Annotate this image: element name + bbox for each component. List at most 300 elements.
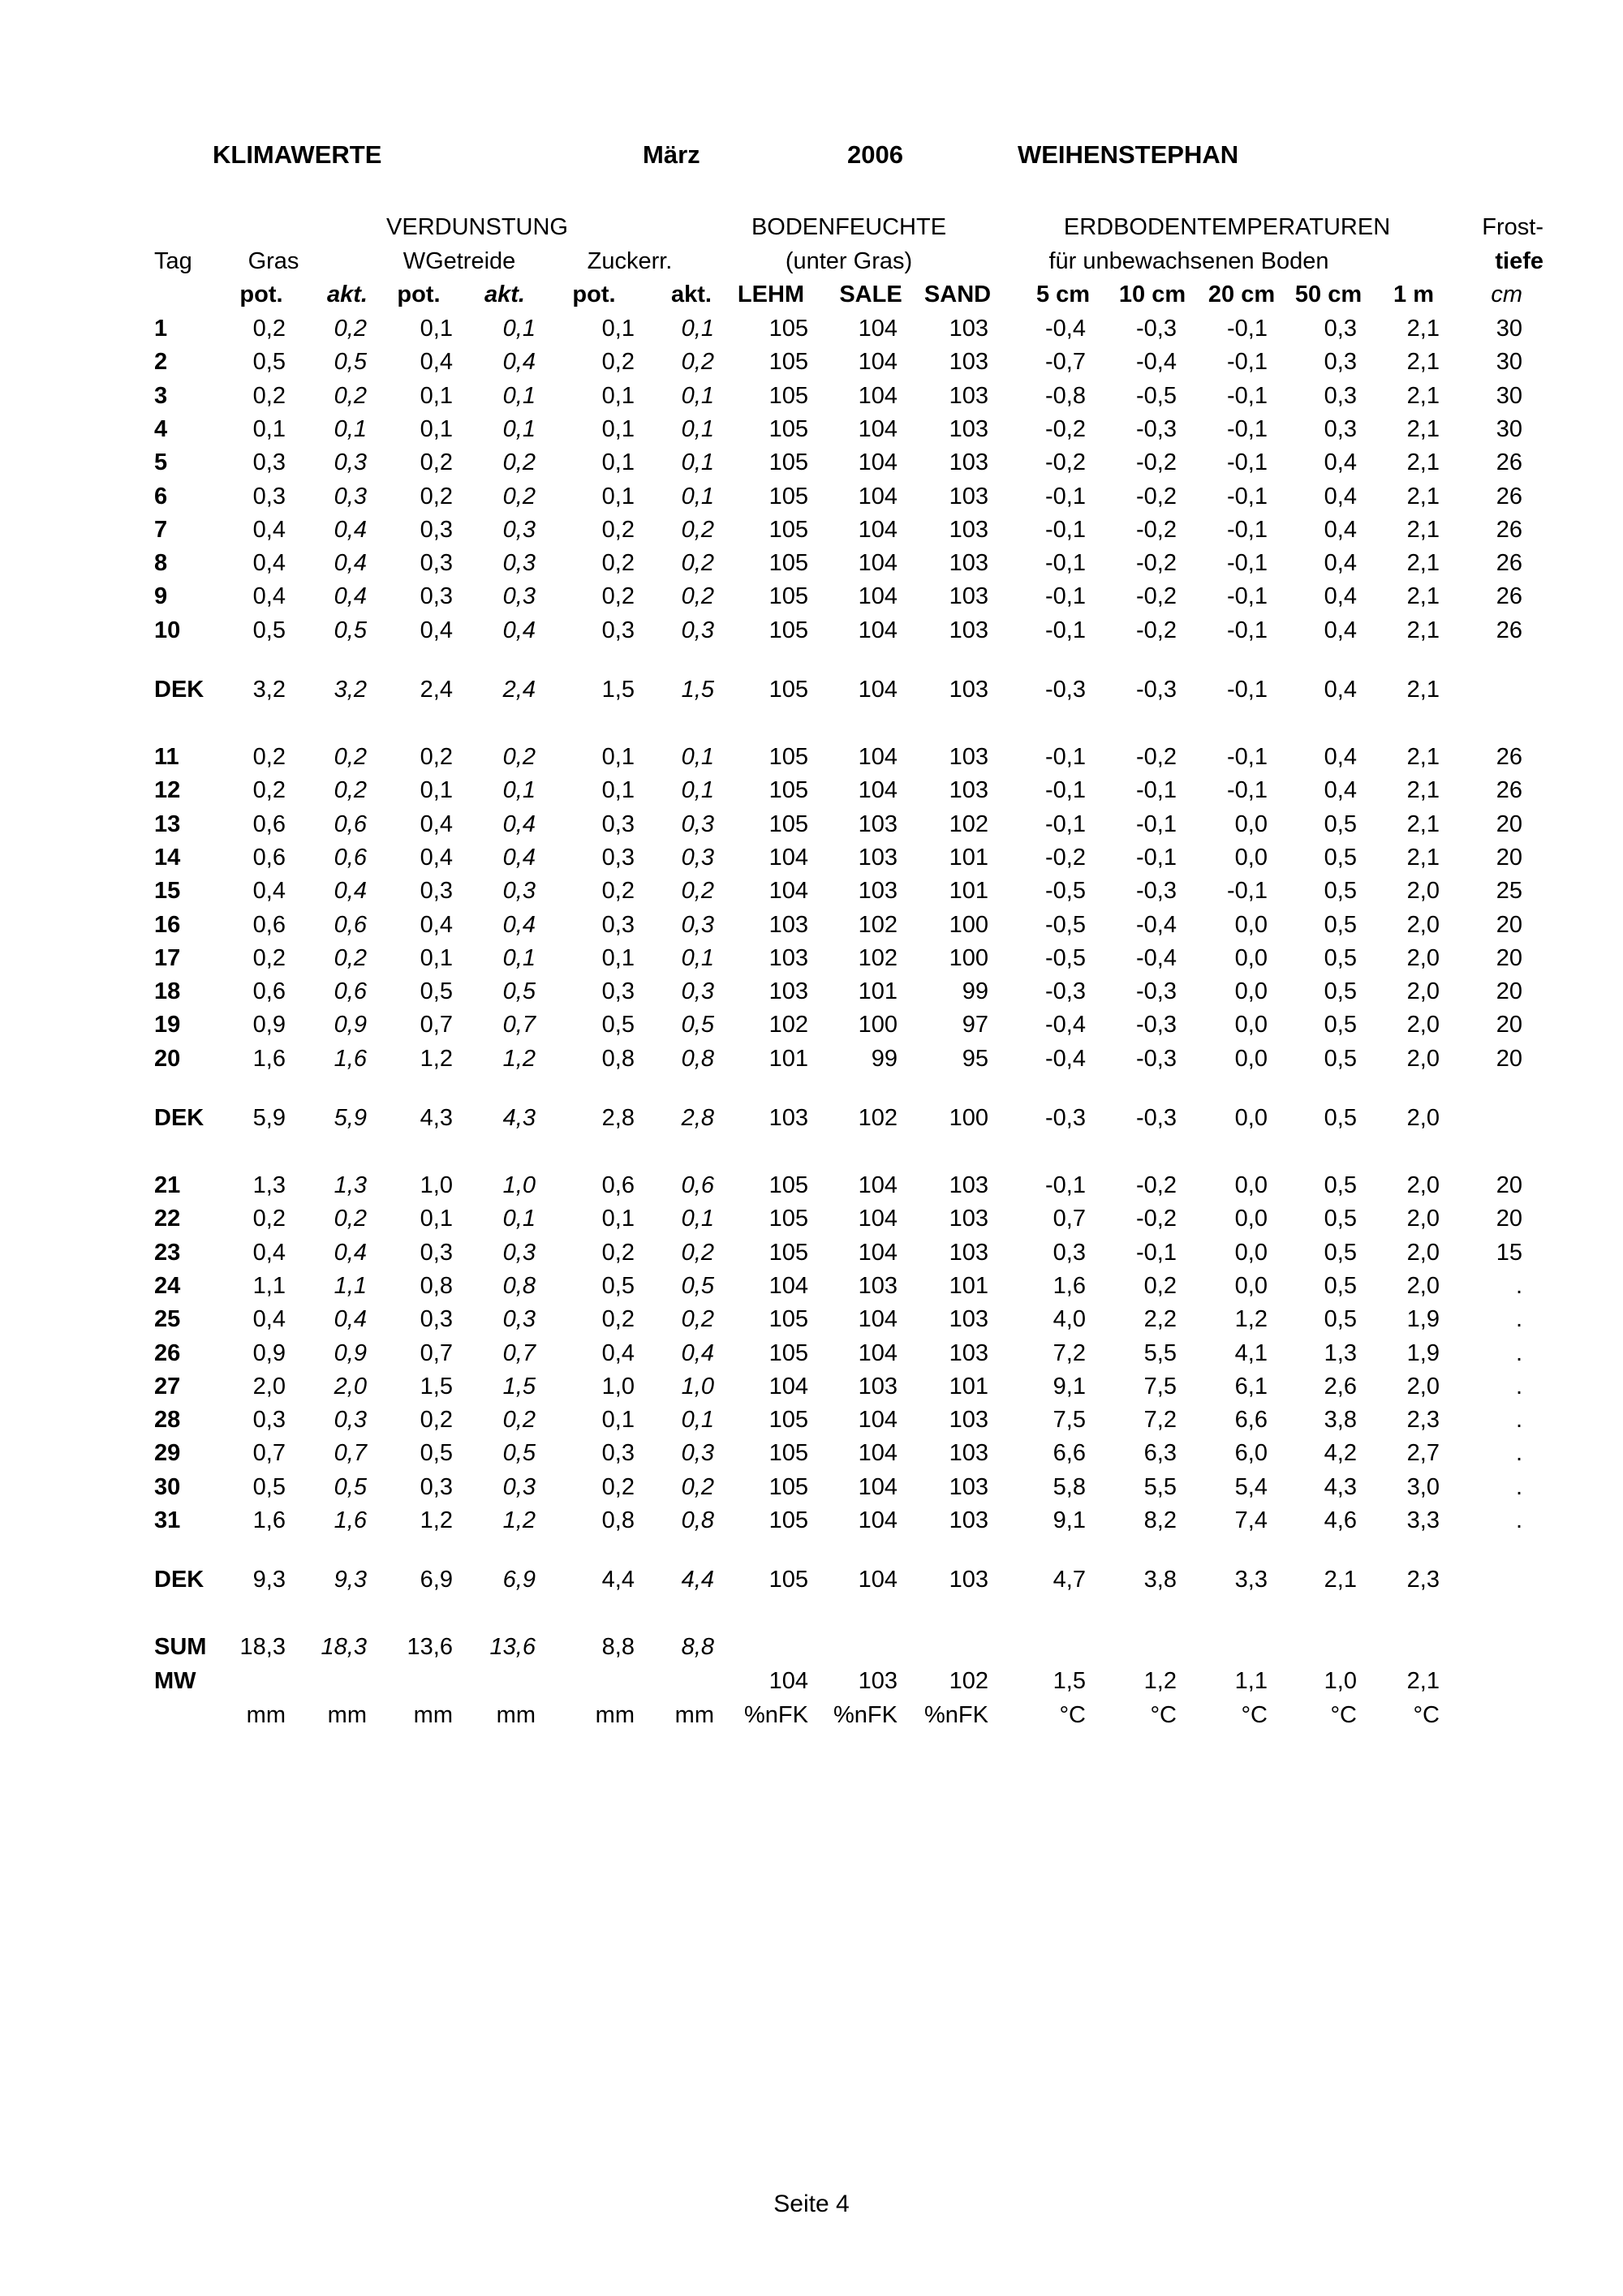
cell-sand: 103 [949,1206,988,1232]
cell-wgetreide-pot: 0,3 [420,878,453,905]
cell-gras-pot: 3,2 [252,677,286,703]
cell-sand: 103 [949,483,988,510]
cell-temp-20cm: -0,1 [1227,677,1268,703]
cell-lehm: 105 [768,349,808,376]
cell-gras-pot: 0,4 [252,583,286,610]
cell-temp-10cm: -0,1 [1136,1239,1177,1266]
cell-wgetreide-akt: mm [496,1702,536,1728]
cell-sale: 104 [858,617,898,643]
cell-tag: 6 [154,483,168,510]
cell-temp-5cm: 9,1 [1053,1373,1086,1400]
cell-frosttiefe: . [1515,1272,1522,1299]
cell-gras-pot: 2,0 [252,1373,286,1400]
cell-wgetreide-pot: 0,5 [420,1440,453,1467]
cell-lehm: 105 [768,516,808,543]
cell-temp-20cm: -0,1 [1227,483,1268,510]
cell-temp-20cm: -0,1 [1227,617,1268,643]
cell-temp-5cm: -0,4 [1045,316,1086,342]
cell-wgetreide-akt: 0,1 [502,777,536,804]
cell-temp-20cm: 6,1 [1234,1373,1268,1400]
cell-sand: 103 [949,1567,988,1593]
cell-lehm: 104 [768,844,808,871]
cell-gras-akt: 2,0 [334,1373,367,1400]
cell-tag: 1 [154,316,168,342]
cell-lehm: 104 [768,1668,808,1694]
cell-wgetreide-akt: 0,3 [502,550,536,577]
cell-gras-akt: 18,3 [321,1634,367,1660]
cell-temp-10cm: -0,2 [1136,449,1177,476]
cell-temp-20cm: 5,4 [1234,1473,1268,1500]
cell-wgetreide-akt: 0,5 [502,1440,536,1467]
table-row-sum [0,1633,1623,1661]
cell-tag: 27 [154,1373,181,1400]
cell-wgetreide-akt: 0,4 [502,844,536,871]
cell-temp-10cm: 5,5 [1143,1473,1177,1500]
cell-temp-5cm: 9,1 [1053,1507,1086,1533]
cell-gras-pot: 9,3 [252,1567,286,1593]
cell-temp-1m: 2,1 [1406,483,1440,510]
cell-zuckerr-pot: 0,1 [601,744,635,770]
table-row [0,1507,1623,1534]
cell-wgetreide-pot: 0,2 [420,1407,453,1434]
cell-sand: 101 [949,878,988,905]
cell-wgetreide-pot: 0,8 [420,1272,453,1299]
cell-sale: 104 [858,1172,898,1198]
cell-zuckerr-akt: 0,1 [681,744,714,770]
cell-gras-pot: 1,1 [252,1272,286,1299]
cell-gras-pot: 0,6 [252,810,286,837]
cell-zuckerr-pot: 0,3 [601,844,635,871]
cell-temp-5cm: -0,1 [1045,550,1086,577]
table-row [0,617,1623,644]
cell-temp-5cm: -0,1 [1045,810,1086,837]
cell-zuckerr-akt: 0,1 [681,449,714,476]
cell-lehm: %nFK [744,1702,808,1728]
cell-sand: 101 [949,1373,988,1400]
cell-temp-1m: 2,1 [1406,617,1440,643]
cell-wgetreide-akt: 0,3 [502,1239,536,1266]
cell-tag: 8 [154,550,168,577]
cell-temp-1m: 2,1 [1406,810,1440,837]
cell-frosttiefe: . [1515,1407,1522,1434]
cell-temp-1m: 2,0 [1406,1105,1440,1131]
cell-zuckerr-pot: 0,1 [601,316,635,342]
cell-temp-1m: 3,3 [1406,1507,1440,1533]
cell-temp-1m: 2,1 [1406,777,1440,804]
cell-sale: 104 [858,415,898,442]
cell-temp-50cm: 2,6 [1324,1373,1357,1400]
cell-zuckerr-akt: 0,3 [681,810,714,837]
cell-tag: 21 [154,1172,181,1198]
cell-tag: 13 [154,810,181,837]
cell-gras-akt: 1,3 [334,1172,367,1198]
cell-frosttiefe: 20 [1496,1172,1522,1198]
cell-temp-10cm: -0,3 [1136,978,1177,1005]
cell-wgetreide-akt: 4,3 [502,1105,536,1131]
cell-wgetreide-pot: 0,2 [420,483,453,510]
cell-temp-10cm: -0,2 [1136,516,1177,543]
cell-gras-akt: 0,2 [334,382,367,409]
cell-temp-5cm: -0,5 [1045,878,1086,905]
cell-temp-50cm: 0,4 [1324,516,1357,543]
cell-gras-pot: 0,5 [252,1473,286,1500]
doc-station: WEIHENSTEPHAN [1018,140,1239,169]
cell-gras-pot: 0,4 [252,550,286,577]
header-lehm: LEHM [737,282,805,307]
cell-temp-20cm: 0,0 [1234,944,1268,971]
cell-wgetreide-pot: 1,0 [420,1172,453,1198]
cell-zuckerr-pot: 0,6 [601,1172,635,1198]
cell-temp-20cm: 0,0 [1234,810,1268,837]
cell-temp-10cm: -0,4 [1136,944,1177,971]
cell-wgetreide-akt: 2,4 [502,677,536,703]
cell-temp-5cm: -0,5 [1045,944,1086,971]
cell-gras-pot: 0,2 [252,944,286,971]
cell-frosttiefe: 20 [1496,844,1522,871]
cell-zuckerr-pot: 0,1 [601,1407,635,1434]
cell-frosttiefe: 25 [1496,878,1522,905]
cell-temp-20cm: 1,1 [1234,1668,1268,1694]
cell-temp-20cm: °C [1241,1702,1268,1728]
table-row [0,978,1623,1005]
cell-temp-50cm: 0,4 [1324,583,1357,610]
header-pot-zuckerr: pot. [572,282,616,307]
cell-temp-20cm: 0,0 [1234,844,1268,871]
cell-temp-20cm: -0,1 [1227,878,1268,905]
cell-sand: 103 [949,1507,988,1533]
cell-gras-pot: 0,9 [252,1339,286,1366]
cell-lehm: 105 [768,449,808,476]
cell-temp-10cm: -0,2 [1136,1206,1177,1232]
cell-tag: 18 [154,978,181,1005]
header-zuckerr: Zuckerr. [587,248,673,274]
cell-temp-50cm: 0,5 [1324,810,1357,837]
cell-temp-10cm: -0,3 [1136,415,1177,442]
cell-gras-akt: 0,1 [334,415,367,442]
header-sale: SALE [839,282,902,307]
cell-gras-akt: 0,7 [334,1440,367,1467]
cell-tag: DEK [154,1567,204,1593]
cell-frosttiefe: 20 [1496,1012,1522,1038]
cell-lehm: 101 [768,1045,808,1072]
table-row [0,1239,1623,1266]
cell-zuckerr-akt: 0,5 [681,1012,714,1038]
cell-wgetreide-pot: 13,6 [407,1634,453,1660]
cell-temp-10cm: -0,4 [1136,911,1177,938]
cell-zuckerr-akt: 0,2 [681,1473,714,1500]
cell-zuckerr-akt: 0,1 [681,1407,714,1434]
cell-sand: 103 [949,1306,988,1333]
cell-gras-akt: 1,1 [334,1272,367,1299]
cell-zuckerr-pot: 2,8 [601,1105,635,1131]
cell-gras-pot: 0,6 [252,844,286,871]
cell-gras-pot: 0,2 [252,777,286,804]
cell-zuckerr-pot: 4,4 [601,1567,635,1593]
cell-tag: 5 [154,449,168,476]
cell-zuckerr-pot: 0,1 [601,449,635,476]
header-5cm: 5 cm [1035,282,1091,307]
cell-tag: DEK [154,677,204,703]
cell-temp-10cm: -0,1 [1136,777,1177,804]
cell-temp-20cm: -0,1 [1227,583,1268,610]
cell-sand: 101 [949,844,988,871]
cell-lehm: 103 [768,911,808,938]
cell-temp-5cm: 1,6 [1053,1272,1086,1299]
cell-sand: 103 [949,1339,988,1366]
cell-tag: 26 [154,1339,181,1366]
cell-temp-1m: 1,9 [1406,1306,1440,1333]
cell-sale: 102 [858,944,898,971]
cell-gras-akt: mm [327,1702,367,1728]
cell-sale: 103 [858,810,898,837]
cell-temp-20cm: -0,1 [1227,744,1268,770]
cell-gras-akt: 1,6 [334,1507,367,1533]
cell-zuckerr-akt: 0,2 [681,878,714,905]
cell-temp-20cm: 4,1 [1234,1339,1268,1366]
cell-temp-10cm: -0,4 [1136,349,1177,376]
cell-wgetreide-pot: 0,7 [420,1012,453,1038]
cell-tag: 19 [154,1012,181,1038]
cell-wgetreide-akt: 0,8 [502,1272,536,1299]
cell-zuckerr-akt: mm [674,1702,714,1728]
table-row [0,1406,1623,1434]
cell-temp-50cm: 0,5 [1324,1105,1357,1131]
table-row [0,1473,1623,1501]
cell-zuckerr-akt: 0,6 [681,1172,714,1198]
cell-temp-50cm: 0,3 [1324,415,1357,442]
cell-wgetreide-akt: 0,3 [502,1473,536,1500]
cell-sand: 95 [962,1045,988,1072]
cell-frosttiefe: 26 [1496,483,1522,510]
cell-lehm: 105 [768,810,808,837]
cell-sand: 103 [949,1407,988,1434]
cell-sale: 103 [858,1668,898,1694]
cell-temp-1m: 2,0 [1406,1373,1440,1400]
cell-temp-20cm: 6,6 [1234,1407,1268,1434]
cell-zuckerr-akt: 2,8 [681,1105,714,1131]
cell-wgetreide-akt: 0,2 [502,483,536,510]
cell-lehm: 103 [768,978,808,1005]
cell-wgetreide-akt: 1,5 [502,1373,536,1400]
cell-gras-pot: mm [246,1702,286,1728]
cell-frosttiefe: 20 [1496,1045,1522,1072]
cell-wgetreide-pot: mm [413,1702,453,1728]
cell-zuckerr-pot: 0,3 [601,617,635,643]
cell-frosttiefe: 26 [1496,449,1522,476]
cell-wgetreide-akt: 0,7 [502,1012,536,1038]
cell-temp-50cm: 1,0 [1324,1668,1357,1694]
cell-gras-pot: 0,4 [252,1306,286,1333]
cell-gras-pot: 0,2 [252,1206,286,1232]
cell-gras-akt: 0,4 [334,550,367,577]
doc-month: März [643,140,700,169]
cell-zuckerr-akt: 0,2 [681,1239,714,1266]
cell-temp-1m: 2,0 [1406,1012,1440,1038]
cell-frosttiefe: 20 [1496,944,1522,971]
cell-zuckerr-akt: 0,1 [681,944,714,971]
cell-tag: 9 [154,583,168,610]
cell-temp-5cm: -0,1 [1045,617,1086,643]
cell-frosttiefe: . [1515,1473,1522,1500]
cell-temp-50cm: 0,5 [1324,1045,1357,1072]
cell-lehm: 105 [768,550,808,577]
cell-tag: 31 [154,1507,181,1533]
cell-sale: 104 [858,1407,898,1434]
cell-temp-50cm: 0,5 [1324,1239,1357,1266]
cell-tag: 24 [154,1272,181,1299]
cell-sand: 100 [949,1105,988,1131]
cell-wgetreide-pot: 0,1 [420,415,453,442]
cell-sand: 103 [949,1239,988,1266]
cell-gras-akt: 5,9 [334,1105,367,1131]
cell-sand: 103 [949,415,988,442]
cell-temp-50cm: 0,5 [1324,1306,1357,1333]
cell-wgetreide-pot: 0,3 [420,550,453,577]
cell-zuckerr-akt: 0,2 [681,1306,714,1333]
cell-temp-1m: °C [1413,1702,1440,1728]
cell-gras-akt: 0,5 [334,1473,367,1500]
cell-zuckerr-akt: 0,3 [681,978,714,1005]
cell-sand: 103 [949,744,988,770]
cell-wgetreide-akt: 0,1 [502,415,536,442]
cell-sale: 104 [858,583,898,610]
cell-lehm: 105 [768,415,808,442]
cell-sand: 103 [949,1440,988,1467]
cell-temp-20cm: -0,1 [1227,415,1268,442]
cell-temp-20cm: 0,0 [1234,1045,1268,1072]
cell-zuckerr-pot: 1,5 [601,677,635,703]
cell-temp-5cm: 1,5 [1053,1668,1086,1694]
cell-temp-20cm: 3,3 [1234,1567,1268,1593]
header-frost-unit: cm [1491,282,1522,307]
cell-temp-1m: 2,0 [1406,1239,1440,1266]
cell-wgetreide-pot: 0,1 [420,777,453,804]
cell-temp-5cm: -0,1 [1045,483,1086,510]
cell-zuckerr-akt: 0,1 [681,382,714,409]
cell-temp-10cm: -0,5 [1136,382,1177,409]
page-number: Seite 4 [773,2191,850,2217]
cell-tag: 3 [154,382,168,409]
cell-frosttiefe: 15 [1496,1239,1522,1266]
cell-sale: 104 [858,777,898,804]
cell-lehm: 105 [768,1239,808,1266]
cell-temp-1m: 2,1 [1406,516,1440,543]
cell-temp-10cm: -0,1 [1136,844,1177,871]
cell-zuckerr-pot: 0,2 [601,349,635,376]
cell-wgetreide-akt: 1,2 [502,1045,536,1072]
cell-tag: 16 [154,911,181,938]
cell-wgetreide-akt: 0,2 [502,744,536,770]
cell-wgetreide-akt: 0,3 [502,878,536,905]
cell-gras-akt: 0,6 [334,911,367,938]
cell-gras-akt: 0,2 [334,777,367,804]
cell-sale: 104 [858,449,898,476]
cell-temp-10cm: -0,2 [1136,483,1177,510]
cell-zuckerr-akt: 0,8 [681,1045,714,1072]
cell-tag: 14 [154,844,181,871]
cell-wgetreide-pot: 0,4 [420,617,453,643]
cell-frosttiefe: 20 [1496,810,1522,837]
cell-temp-50cm: 0,5 [1324,911,1357,938]
cell-zuckerr-pot: 0,3 [601,810,635,837]
cell-frosttiefe: 26 [1496,516,1522,543]
cell-gras-pot: 0,5 [252,617,286,643]
cell-sand: 103 [949,777,988,804]
cell-temp-50cm: °C [1330,1702,1357,1728]
cell-temp-5cm: -0,1 [1045,583,1086,610]
cell-temp-5cm: -0,5 [1045,911,1086,938]
cell-frosttiefe: 30 [1496,415,1522,442]
cell-temp-10cm: -0,3 [1136,1045,1177,1072]
header-10cm: 10 cm [1118,282,1186,307]
header-tag: Tag [154,248,192,274]
table-row [0,1272,1623,1300]
cell-temp-50cm: 0,4 [1324,550,1357,577]
cell-temp-10cm: 1,2 [1143,1668,1177,1694]
cell-temp-1m: 2,0 [1406,1272,1440,1299]
cell-wgetreide-akt: 0,4 [502,911,536,938]
cell-gras-pot: 1,6 [252,1507,286,1533]
table-row [0,315,1623,342]
table-row [0,1011,1623,1038]
cell-zuckerr-pot: 1,0 [601,1373,635,1400]
cell-sale: 104 [858,316,898,342]
cell-temp-50cm: 0,5 [1324,878,1357,905]
cell-sand: 103 [949,449,988,476]
cell-lehm: 105 [768,777,808,804]
cell-sale: 103 [858,844,898,871]
cell-gras-akt: 0,3 [334,1407,367,1434]
cell-gras-akt: 9,3 [334,1567,367,1593]
cell-temp-20cm: 0,0 [1234,1239,1268,1266]
cell-zuckerr-akt: 4,4 [681,1567,714,1593]
cell-zuckerr-akt: 1,0 [681,1373,714,1400]
cell-zuckerr-akt: 0,1 [681,483,714,510]
cell-frosttiefe: 26 [1496,550,1522,577]
cell-sand: 103 [949,1473,988,1500]
cell-sale: 104 [858,1206,898,1232]
cell-temp-1m: 2,0 [1406,911,1440,938]
cell-tag: 11 [154,744,179,770]
table-row [0,1373,1623,1400]
header-akt-gras: akt. [327,282,368,307]
cell-temp-10cm: 7,2 [1143,1407,1177,1434]
cell-temp-1m: 2,1 [1406,677,1440,703]
cell-wgetreide-pot: 0,1 [420,944,453,971]
cell-zuckerr-akt: 0,4 [681,1339,714,1366]
cell-zuckerr-pot: 0,4 [601,1339,635,1366]
cell-zuckerr-pot: 0,2 [601,1239,635,1266]
cell-temp-5cm: -0,1 [1045,777,1086,804]
cell-tag: 12 [154,777,181,804]
cell-zuckerr-pot: 0,1 [601,483,635,510]
cell-temp-1m: 2,1 [1406,583,1440,610]
cell-gras-akt: 0,2 [334,1206,367,1232]
cell-sand: 103 [949,349,988,376]
cell-tag: 4 [154,415,168,442]
cell-temp-5cm: -0,8 [1045,382,1086,409]
cell-wgetreide-akt: 0,3 [502,1306,536,1333]
cell-frosttiefe: 26 [1496,583,1522,610]
cell-temp-50cm: 0,4 [1324,744,1357,770]
cell-sale: 102 [858,1105,898,1131]
cell-temp-50cm: 0,5 [1324,944,1357,971]
cell-zuckerr-pot: 0,3 [601,978,635,1005]
cell-gras-akt: 0,9 [334,1012,367,1038]
cell-tag: 29 [154,1440,181,1467]
table-row [0,348,1623,376]
cell-temp-10cm: -0,2 [1136,744,1177,770]
